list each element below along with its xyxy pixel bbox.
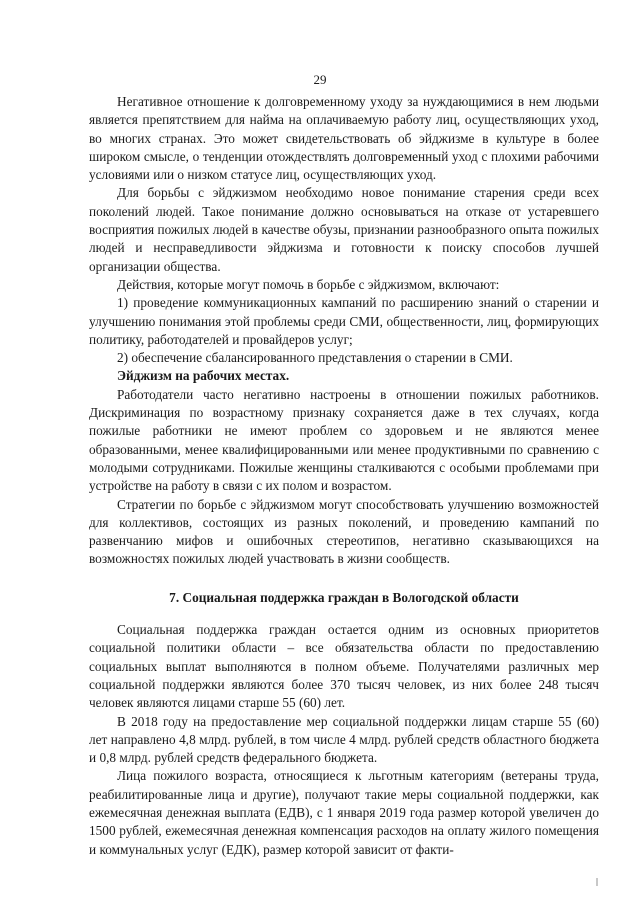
paragraph-longterm-care: Негативное отношение к долговременному уходу за нуждающимися в нем людьми является препятствием для найма на оплачиваемую работу лиц, осуществляющих уход, во многих странах. Это может свидетельствовать об эйджизме в культуре в более широком смысле, о тенденции отождествлять долговременный уход с плохими рабочими условиями или о низком статусе лиц, осуществляющих уход. [89, 94, 599, 183]
list-item-campaigns: 1) проведение коммуникационных кампаний по расширению знаний о старении и улучшению понимания этой проблемы среди СМИ, общественности, лиц, формирующих политику, работодателей и провайдеров услуг; [89, 295, 599, 347]
page-body [89, 93, 599, 859]
list-item-media: 2) обеспечение сбалансированного представления о старении в СМИ. [117, 350, 513, 366]
paragraph-strategies: Стратегии по борьбе с эйджизмом могут способствовать улучшению возможностей для коллективов, состоящих из разных поколений, и проведению кампаний по развенчанию мифов и ошибочных стереотипов, негативно сказывающихся на возможностях пожилых людей участвовать в жизни сообществ. [89, 496, 599, 567]
paragraph-elderly-benefits: Лица пожилого возраста, относящиеся к льготным категориям (ветераны труда, реабилитированные лица и другие), получают такие меры социальной поддержки, как ежемесячная денежная выплата (ЕДВ), с 1 января 2019 года размер которой увеличен до 1500 рублей, ежемесячная денежная компенсация расходов на оплату жилого помещения и коммунальных услуг (ЕДК), размер которой зависит от факти- [89, 768, 599, 857]
paragraph-social-support: Социальная поддержка граждан остается одним из основных приоритетов социальной политики области – все обязательства области по предоставлению социальных выплат выполняются в полном объеме. Получателями различных мер социальной поддержки являются более 370 тысяч человек, из них более 248 тысяч человек являются лицами старше 55 (60) лет. [89, 622, 599, 711]
paragraph-2018-funding: В 2018 году на предоставление мер социальной поддержки лицам старше 55 (60) лет направлено 4,8 млрд. рублей, в том числе 4 млрд. рублей средств областного бюджета и 0,8 млрд. рублей средств федерального бюджета. [89, 713, 599, 766]
scan-artifact [596, 878, 598, 886]
paragraph-actions-intro: Действия, которые могут помочь в борьбе с эйджизмом, включают: [117, 276, 500, 292]
paragraph-new-understanding: Для борьбы с эйджизмом необходимо новое понимание старения среди всех поколений людей. Такое понимание должно основываться на отказе от устаревшего восприятия пожилых людей в качестве обузы, признании разнообразного опыта пожилых людей и несправедливости эйджизма и готовности к поиску способов лучшей организации общества. [89, 185, 599, 274]
paragraph-employers: Работодатели часто негативно настроены в отношении пожилых работников. Дискриминация по возрастному признаку сохраняется даже в тех случаях, когда пожилые работники не имеют проблем со здоровьем и не являются менее образованными, менее квалифицированными или менее продуктивными по сравнению с молодыми сотрудниками. Пожилые женщины сталкиваются с особыми проблемами при устройстве на работу в связи с их полом и возрастом. [89, 386, 599, 494]
section-heading: 7. Социальная поддержка граждан в Вологодской области [169, 589, 519, 605]
subheading-workplace-ageism: Эйджизм на рабочих местах. [117, 368, 290, 384]
page-number: 29 [313, 72, 327, 87]
